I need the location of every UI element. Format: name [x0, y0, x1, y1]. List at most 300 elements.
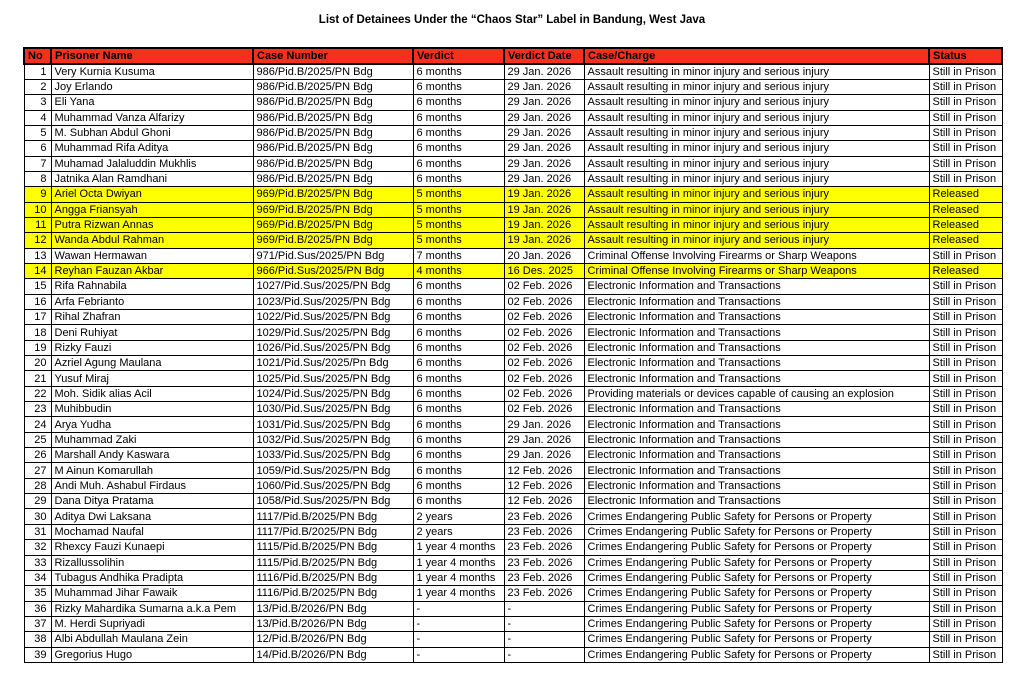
table-row: [24, 248, 1002, 263]
table-row: [24, 616, 1002, 631]
cell-verdict: 5 months: [413, 202, 504, 217]
cell-no: 33: [24, 555, 51, 570]
cell-name: Angga Friansyah: [51, 202, 253, 217]
cell-name: Muhammad Zaki: [51, 432, 253, 447]
cell-status: Still in Prison: [929, 95, 1002, 110]
cell-verdict-date: 29 Jan. 2026: [504, 156, 584, 171]
table-row: [24, 432, 1002, 447]
cell-verdict: 6 months: [413, 340, 504, 355]
table-row: [24, 494, 1002, 509]
cell-case-number: 14/Pid.B/2026/PN Bdg: [253, 647, 413, 662]
cell-verdict-date: 02 Feb. 2026: [504, 325, 584, 340]
cell-status: Released: [929, 263, 1002, 278]
detainees-table: [23, 47, 1003, 663]
cell-charge: Assault resulting in minor injury and serious injury: [584, 110, 929, 125]
cell-case-number: 986/Pid.B/2025/PN Bdg: [253, 171, 413, 186]
cell-case-number: 1024/Pid.Sus/2025/PN Bdg: [253, 386, 413, 401]
cell-status: Still in Prison: [929, 616, 1002, 631]
cell-status: Still in Prison: [929, 524, 1002, 539]
cell-status: Still in Prison: [929, 417, 1002, 432]
cell-no: 37: [24, 616, 51, 631]
cell-name: Rizky Fauzi: [51, 340, 253, 355]
cell-verdict: 5 months: [413, 233, 504, 248]
cell-status: Still in Prison: [929, 601, 1002, 616]
cell-charge: Criminal Offense Involving Firearms or Sharp Weapons: [584, 248, 929, 263]
cell-charge: Assault resulting in minor injury and serious injury: [584, 202, 929, 217]
table-header: [24, 48, 1002, 64]
cell-case-number: 986/Pid.B/2025/PN Bdg: [253, 156, 413, 171]
cell-verdict: 1 year 4 months: [413, 586, 504, 601]
table-row: [24, 586, 1002, 601]
cell-case-number: 986/Pid.B/2025/PN Bdg: [253, 95, 413, 110]
cell-charge: Electronic Information and Transactions: [584, 417, 929, 432]
cell-no: 30: [24, 509, 51, 524]
column-header-status: Status: [929, 48, 1002, 64]
cell-name: Azriel Agung Maulana: [51, 356, 253, 371]
cell-status: Still in Prison: [929, 540, 1002, 555]
cell-case-number: 1115/Pid.B/2025/PN Bdg: [253, 555, 413, 570]
cell-status: Still in Prison: [929, 371, 1002, 386]
cell-verdict-date: 02 Feb. 2026: [504, 402, 584, 417]
cell-case-number: 986/Pid.B/2025/PN Bdg: [253, 125, 413, 140]
cell-charge: Electronic Information and Transactions: [584, 478, 929, 493]
cell-name: Jatnika Alan Ramdhani: [51, 171, 253, 186]
cell-charge: Electronic Information and Transactions: [584, 325, 929, 340]
cell-no: 23: [24, 402, 51, 417]
cell-verdict-date: 02 Feb. 2026: [504, 371, 584, 386]
cell-no: 20: [24, 356, 51, 371]
cell-case-number: 1029/Pid.Sus/2025/PN Bdg: [253, 325, 413, 340]
cell-charge: Electronic Information and Transactions: [584, 294, 929, 309]
cell-no: 26: [24, 448, 51, 463]
cell-verdict-date: 20 Jan. 2026: [504, 248, 584, 263]
cell-verdict-date: 23 Feb. 2026: [504, 509, 584, 524]
cell-verdict: 6 months: [413, 402, 504, 417]
cell-charge: Providing materials or devices capable of causing an explosion: [584, 386, 929, 401]
cell-status: Still in Prison: [929, 570, 1002, 585]
cell-charge: Crimes Endangering Public Safety for Persons or Property: [584, 616, 929, 631]
cell-case-number: 971/Pid.Sus/2025/PN Bdg: [253, 248, 413, 263]
cell-case-number: 1117/Pid.B/2025/PN Bdg: [253, 509, 413, 524]
table-row: [24, 233, 1002, 248]
cell-verdict: 6 months: [413, 294, 504, 309]
cell-charge: Crimes Endangering Public Safety for Persons or Property: [584, 540, 929, 555]
cell-status: Still in Prison: [929, 632, 1002, 647]
cell-verdict: 6 months: [413, 310, 504, 325]
cell-charge: Electronic Information and Transactions: [584, 463, 929, 478]
cell-name: Ariel Octa Dwiyan: [51, 187, 253, 202]
cell-charge: Crimes Endangering Public Safety for Persons or Property: [584, 586, 929, 601]
cell-charge: Assault resulting in minor injury and serious injury: [584, 171, 929, 186]
cell-status: Released: [929, 187, 1002, 202]
table-row: [24, 279, 1002, 294]
cell-no: 17: [24, 310, 51, 325]
cell-name: Rihal Zhafran: [51, 310, 253, 325]
cell-status: Still in Prison: [929, 340, 1002, 355]
cell-verdict-date: 02 Feb. 2026: [504, 310, 584, 325]
cell-status: Still in Prison: [929, 294, 1002, 309]
cell-case-number: 1026/Pid.Sus/2025/PN Bdg: [253, 340, 413, 355]
cell-verdict: 6 months: [413, 325, 504, 340]
cell-status: Still in Prison: [929, 156, 1002, 171]
cell-verdict: 6 months: [413, 95, 504, 110]
cell-name: Rhexcy Fauzi Kunaepi: [51, 540, 253, 555]
cell-verdict: 6 months: [413, 79, 504, 94]
column-header-prisoner-name: Prisoner Name: [51, 48, 253, 64]
cell-verdict-date: 12 Feb. 2026: [504, 478, 584, 493]
cell-no: 36: [24, 601, 51, 616]
cell-verdict-date: 19 Jan. 2026: [504, 233, 584, 248]
cell-verdict-date: 23 Feb. 2026: [504, 586, 584, 601]
cell-case-number: 1027/Pid.Sus/2025/PN Bdg: [253, 279, 413, 294]
cell-name: Tubagus Andhika Pradipta: [51, 570, 253, 585]
cell-verdict: -: [413, 647, 504, 662]
cell-no: 8: [24, 171, 51, 186]
table-row: [24, 340, 1002, 355]
column-header-verdict: Verdict: [413, 48, 504, 64]
cell-status: Still in Prison: [929, 79, 1002, 94]
cell-status: Still in Prison: [929, 325, 1002, 340]
cell-status: Released: [929, 233, 1002, 248]
table-row: [24, 478, 1002, 493]
cell-case-number: 966/Pid.Sus/2025/PN Bdg: [253, 263, 413, 278]
column-header-case-charge: Case/Charge: [584, 48, 929, 64]
cell-case-number: 1059/Pid.Sus/2025/PN Bdg: [253, 463, 413, 478]
cell-case-number: 1116/Pid.B/2025/PN Bdg: [253, 586, 413, 601]
cell-no: 14: [24, 263, 51, 278]
cell-verdict-date: 19 Jan. 2026: [504, 187, 584, 202]
cell-charge: Crimes Endangering Public Safety for Persons or Property: [584, 524, 929, 539]
cell-verdict: 6 months: [413, 417, 504, 432]
cell-name: Arfa Febrianto: [51, 294, 253, 309]
cell-name: Muhammad Jihar Fawaik: [51, 586, 253, 601]
cell-verdict-date: 02 Feb. 2026: [504, 340, 584, 355]
cell-name: Deni Ruhiyat: [51, 325, 253, 340]
table-row: [24, 570, 1002, 585]
cell-charge: Assault resulting in minor injury and serious injury: [584, 233, 929, 248]
cell-case-number: 986/Pid.B/2025/PN Bdg: [253, 79, 413, 94]
cell-charge: Assault resulting in minor injury and serious injury: [584, 79, 929, 94]
cell-verdict-date: 29 Jan. 2026: [504, 171, 584, 186]
cell-verdict-date: 29 Jan. 2026: [504, 448, 584, 463]
cell-name: Muhibbudin: [51, 402, 253, 417]
cell-verdict: 6 months: [413, 64, 504, 79]
cell-verdict-date: 29 Jan. 2026: [504, 95, 584, 110]
cell-charge: Crimes Endangering Public Safety for Persons or Property: [584, 509, 929, 524]
cell-status: Still in Prison: [929, 555, 1002, 570]
cell-name: Wawan Hermawan: [51, 248, 253, 263]
cell-status: Still in Prison: [929, 448, 1002, 463]
cell-status: Released: [929, 202, 1002, 217]
table-row: [24, 156, 1002, 171]
cell-name: Arya Yudha: [51, 417, 253, 432]
table-row: [24, 217, 1002, 232]
cell-verdict-date: 02 Feb. 2026: [504, 279, 584, 294]
cell-no: 5: [24, 125, 51, 140]
cell-status: Still in Prison: [929, 432, 1002, 447]
cell-verdict: 6 months: [413, 171, 504, 186]
cell-verdict: 1 year 4 months: [413, 570, 504, 585]
cell-no: 3: [24, 95, 51, 110]
cell-charge: Assault resulting in minor injury and serious injury: [584, 187, 929, 202]
table-row: [24, 325, 1002, 340]
cell-verdict: 5 months: [413, 217, 504, 232]
cell-case-number: 1031/Pid.Sus/2025/PN Bdg: [253, 417, 413, 432]
cell-status: Released: [929, 217, 1002, 232]
table-row: [24, 448, 1002, 463]
cell-verdict: 6 months: [413, 432, 504, 447]
cell-verdict-date: 29 Jan. 2026: [504, 110, 584, 125]
cell-verdict: 6 months: [413, 494, 504, 509]
cell-charge: Electronic Information and Transactions: [584, 494, 929, 509]
table-row: [24, 187, 1002, 202]
cell-charge: Assault resulting in minor injury and serious injury: [584, 141, 929, 156]
cell-verdict: 6 months: [413, 386, 504, 401]
cell-case-number: 969/Pid.B/2025/PN Bdg: [253, 217, 413, 232]
cell-no: 24: [24, 417, 51, 432]
cell-no: 21: [24, 371, 51, 386]
cell-verdict: -: [413, 616, 504, 631]
cell-status: Still in Prison: [929, 509, 1002, 524]
cell-verdict-date: -: [504, 632, 584, 647]
cell-case-number: 986/Pid.B/2025/PN Bdg: [253, 141, 413, 156]
cell-no: 32: [24, 540, 51, 555]
cell-status: Still in Prison: [929, 110, 1002, 125]
cell-charge: Assault resulting in minor injury and serious injury: [584, 95, 929, 110]
cell-charge: Crimes Endangering Public Safety for Persons or Property: [584, 555, 929, 570]
table-row: [24, 647, 1002, 662]
table-row: [24, 509, 1002, 524]
cell-no: 35: [24, 586, 51, 601]
cell-name: Albi Abdullah Maulana Zein: [51, 632, 253, 647]
cell-status: Still in Prison: [929, 310, 1002, 325]
cell-status: Still in Prison: [929, 141, 1002, 156]
cell-verdict-date: 02 Feb. 2026: [504, 356, 584, 371]
cell-verdict: 2 years: [413, 524, 504, 539]
cell-case-number: 1023/Pid.Sus/2025/PN Bdg: [253, 294, 413, 309]
cell-name: Yusuf Miraj: [51, 371, 253, 386]
cell-no: 7: [24, 156, 51, 171]
cell-status: Still in Prison: [929, 125, 1002, 140]
cell-name: Rizallussolihin: [51, 555, 253, 570]
cell-status: Still in Prison: [929, 478, 1002, 493]
cell-verdict: 6 months: [413, 448, 504, 463]
cell-charge: Crimes Endangering Public Safety for Persons or Property: [584, 647, 929, 662]
cell-charge: Criminal Offense Involving Firearms or Sharp Weapons: [584, 263, 929, 278]
cell-verdict: 6 months: [413, 478, 504, 493]
table-row: [24, 524, 1002, 539]
cell-no: 31: [24, 524, 51, 539]
cell-name: Muhammad Rifa Aditya: [51, 141, 253, 156]
cell-charge: Assault resulting in minor injury and serious injury: [584, 217, 929, 232]
cell-name: Eli Yana: [51, 95, 253, 110]
cell-charge: Electronic Information and Transactions: [584, 448, 929, 463]
cell-name: M. Subhan Abdul Ghoni: [51, 125, 253, 140]
cell-case-number: 969/Pid.B/2025/PN Bdg: [253, 202, 413, 217]
cell-verdict: -: [413, 601, 504, 616]
cell-name: Moh. Sidik alias Acil: [51, 386, 253, 401]
cell-no: 38: [24, 632, 51, 647]
cell-verdict-date: 12 Feb. 2026: [504, 463, 584, 478]
cell-status: Still in Prison: [929, 402, 1002, 417]
cell-name: Marshall Andy Kaswara: [51, 448, 253, 463]
cell-no: 6: [24, 141, 51, 156]
cell-verdict-date: 02 Feb. 2026: [504, 294, 584, 309]
cell-no: 9: [24, 187, 51, 202]
cell-charge: Assault resulting in minor injury and serious injury: [584, 156, 929, 171]
cell-case-number: 969/Pid.B/2025/PN Bdg: [253, 233, 413, 248]
table-header-row: [24, 48, 1002, 64]
cell-charge: Electronic Information and Transactions: [584, 432, 929, 447]
table-row: [24, 202, 1002, 217]
page-title: List of Detainees Under the “Chaos Star” Label in Bandung, West Java: [318, 14, 706, 26]
cell-verdict: 6 months: [413, 371, 504, 386]
cell-name: Putra Rizwan Annas: [51, 217, 253, 232]
cell-no: 27: [24, 463, 51, 478]
cell-verdict-date: -: [504, 647, 584, 662]
cell-name: Muhammad Vanza Alfarizy: [51, 110, 253, 125]
cell-verdict-date: 19 Jan. 2026: [504, 217, 584, 232]
column-header-no: No: [24, 48, 51, 64]
cell-name: Rizky Mahardika Sumarna a.k.a Pem: [51, 601, 253, 616]
cell-name: Muhamad Jalaluddin Mukhlis: [51, 156, 253, 171]
table-row: [24, 371, 1002, 386]
cell-case-number: 1115/Pid.B/2025/PN Bdg: [253, 540, 413, 555]
cell-charge: Assault resulting in minor injury and serious injury: [584, 125, 929, 140]
cell-verdict: 5 months: [413, 187, 504, 202]
cell-case-number: 12/Pid.B/2026/PN Bdg: [253, 632, 413, 647]
cell-verdict-date: -: [504, 616, 584, 631]
table-row: [24, 310, 1002, 325]
cell-no: 4: [24, 110, 51, 125]
cell-case-number: 1060/Pid.Sus/2025/PN Bdg: [253, 478, 413, 493]
cell-verdict-date: 29 Jan. 2026: [504, 64, 584, 79]
cell-no: 15: [24, 279, 51, 294]
cell-verdict: 6 months: [413, 125, 504, 140]
cell-status: Still in Prison: [929, 386, 1002, 401]
cell-verdict: 2 years: [413, 509, 504, 524]
cell-name: Reyhan Fauzan Akbar: [51, 263, 253, 278]
cell-name: M. Herdi Supriyadi: [51, 616, 253, 631]
cell-verdict: -: [413, 632, 504, 647]
cell-no: 13: [24, 248, 51, 263]
cell-case-number: 1116/Pid.B/2025/PN Bdg: [253, 570, 413, 585]
table-row: [24, 356, 1002, 371]
cell-status: Still in Prison: [929, 586, 1002, 601]
cell-status: Still in Prison: [929, 647, 1002, 662]
cell-verdict: 6 months: [413, 356, 504, 371]
cell-verdict-date: 19 Jan. 2026: [504, 202, 584, 217]
table-row: [24, 110, 1002, 125]
table-row: [24, 79, 1002, 94]
cell-no: 2: [24, 79, 51, 94]
cell-verdict-date: 29 Jan. 2026: [504, 141, 584, 156]
cell-status: Still in Prison: [929, 463, 1002, 478]
cell-no: 18: [24, 325, 51, 340]
column-header-verdict-date: Verdict Date: [504, 48, 584, 64]
table-row: [24, 64, 1002, 79]
cell-verdict-date: 02 Feb. 2026: [504, 386, 584, 401]
cell-case-number: 1022/Pid.Sus/2025/PN Bdg: [253, 310, 413, 325]
cell-case-number: 1021/Pid.Sus/2025/Pn Bdg: [253, 356, 413, 371]
cell-verdict-date: 23 Feb. 2026: [504, 524, 584, 539]
cell-status: Still in Prison: [929, 494, 1002, 509]
cell-verdict: 6 months: [413, 279, 504, 294]
cell-case-number: 1032/Pid.Sus/2025/PN Bdg: [253, 432, 413, 447]
cell-charge: Assault resulting in minor injury and serious injury: [584, 64, 929, 79]
cell-charge: Electronic Information and Transactions: [584, 340, 929, 355]
cell-verdict-date: 23 Feb. 2026: [504, 555, 584, 570]
cell-status: Still in Prison: [929, 248, 1002, 263]
table-row: [24, 601, 1002, 616]
cell-verdict-date: 29 Jan. 2026: [504, 417, 584, 432]
cell-case-number: 13/Pid.B/2026/PN Bdg: [253, 601, 413, 616]
cell-charge: Crimes Endangering Public Safety for Persons or Property: [584, 632, 929, 647]
cell-charge: Electronic Information and Transactions: [584, 310, 929, 325]
cell-name: Gregorius Hugo: [51, 647, 253, 662]
cell-status: Still in Prison: [929, 279, 1002, 294]
cell-verdict-date: 12 Feb. 2026: [504, 494, 584, 509]
cell-case-number: 969/Pid.B/2025/PN Bdg: [253, 187, 413, 202]
table-row: [24, 555, 1002, 570]
cell-case-number: 13/Pid.B/2026/PN Bdg: [253, 616, 413, 631]
cell-charge: Electronic Information and Transactions: [584, 402, 929, 417]
table-row: [24, 95, 1002, 110]
cell-name: Wanda Abdul Rahman: [51, 233, 253, 248]
cell-name: Rifa Rahnabila: [51, 279, 253, 294]
cell-verdict: 6 months: [413, 141, 504, 156]
cell-charge: Electronic Information and Transactions: [584, 279, 929, 294]
cell-case-number: 986/Pid.B/2025/PN Bdg: [253, 110, 413, 125]
cell-verdict-date: 23 Feb. 2026: [504, 570, 584, 585]
cell-no: 16: [24, 294, 51, 309]
cell-case-number: 1030/Pid.Sus/2025/PN Bdg: [253, 402, 413, 417]
cell-charge: Crimes Endangering Public Safety for Persons or Property: [584, 601, 929, 616]
cell-verdict: 1 year 4 months: [413, 555, 504, 570]
cell-verdict: 4 months: [413, 263, 504, 278]
cell-verdict-date: 16 Des. 2025: [504, 263, 584, 278]
cell-no: 28: [24, 478, 51, 493]
cell-verdict: 7 months: [413, 248, 504, 263]
table-row: [24, 417, 1002, 432]
cell-name: M Ainun Komarullah: [51, 463, 253, 478]
cell-charge: Electronic Information and Transactions: [584, 371, 929, 386]
cell-no: 19: [24, 340, 51, 355]
cell-verdict: 1 year 4 months: [413, 540, 504, 555]
cell-name: Andi Muh. Ashabul Firdaus: [51, 478, 253, 493]
cell-verdict-date: 29 Jan. 2026: [504, 79, 584, 94]
table-row: [24, 263, 1002, 278]
table-row: [24, 632, 1002, 647]
table-row: [24, 141, 1002, 156]
cell-verdict-date: 23 Feb. 2026: [504, 540, 584, 555]
cell-no: 22: [24, 386, 51, 401]
cell-no: 1: [24, 64, 51, 79]
cell-name: Mochamad Naufal: [51, 524, 253, 539]
cell-verdict: 6 months: [413, 463, 504, 478]
cell-no: 29: [24, 494, 51, 509]
table-row: [24, 540, 1002, 555]
cell-name: Very Kurnia Kusuma: [51, 64, 253, 79]
cell-no: 25: [24, 432, 51, 447]
cell-name: Joy Erlando: [51, 79, 253, 94]
cell-verdict: 6 months: [413, 110, 504, 125]
table-row: [24, 294, 1002, 309]
cell-status: Still in Prison: [929, 356, 1002, 371]
cell-verdict: 6 months: [413, 156, 504, 171]
cell-no: 34: [24, 570, 51, 585]
cell-name: Dana Ditya Pratama: [51, 494, 253, 509]
